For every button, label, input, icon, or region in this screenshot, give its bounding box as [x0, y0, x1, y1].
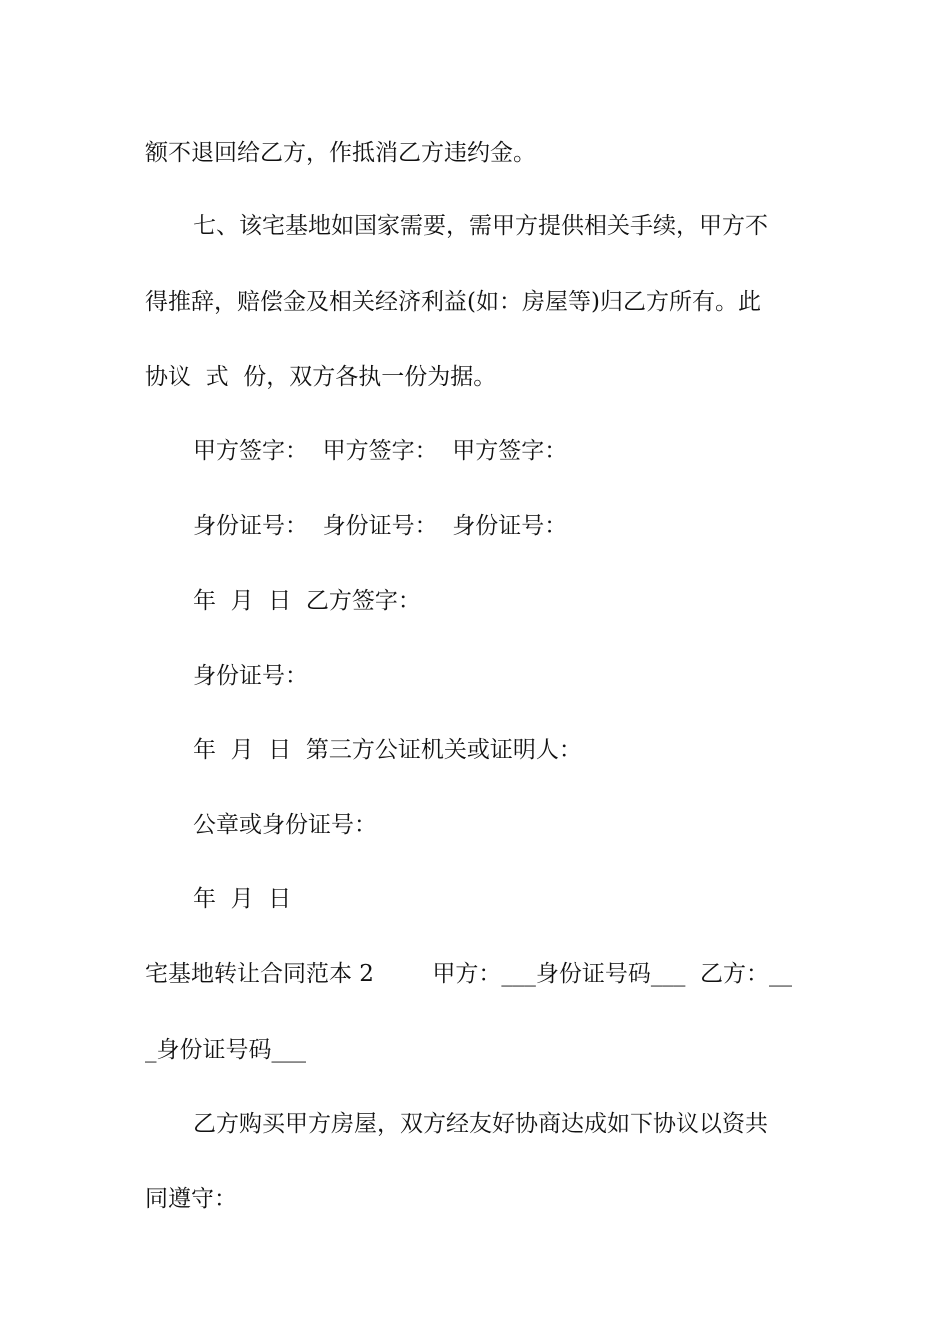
text-line: 七、该宅基地如国家需要，需甲方提供相关手续，甲方不 [193, 213, 768, 239]
date-signature-line: 年 月 日 乙方签字： [193, 588, 421, 614]
text-line: 额不退回给乙方，作抵消乙方违约金。 [145, 140, 536, 166]
text-line: 同遵守： [145, 1186, 237, 1212]
seal-line: 公章或身份证号： [193, 812, 377, 838]
id-number-line: 身份证号： [193, 663, 308, 689]
date-line: 年 月 日 [193, 886, 292, 912]
signature-line: 甲方签字： 甲方签字： 甲方签字： [193, 438, 568, 464]
date-notary-line: 年 月 日 第三方公证机关或证明人： [193, 737, 582, 763]
contract-heading-line: 宅基地转让合同范本 2 甲方：___身份证号码___ 乙方：__ [145, 961, 793, 987]
text-line: 得推辞，赔偿金及相关经济利益(如：房屋等)归乙方所有。此 [145, 289, 761, 315]
text-line: 协议 式 份，双方各执一份为据。 [145, 364, 497, 390]
id-number-line: 身份证号： 身份证号： 身份证号： [193, 513, 568, 539]
text-line: _身份证号码___ [145, 1037, 306, 1063]
text-line: 乙方购买甲方房屋，双方经友好协商达成如下协议以资共 [193, 1111, 768, 1137]
